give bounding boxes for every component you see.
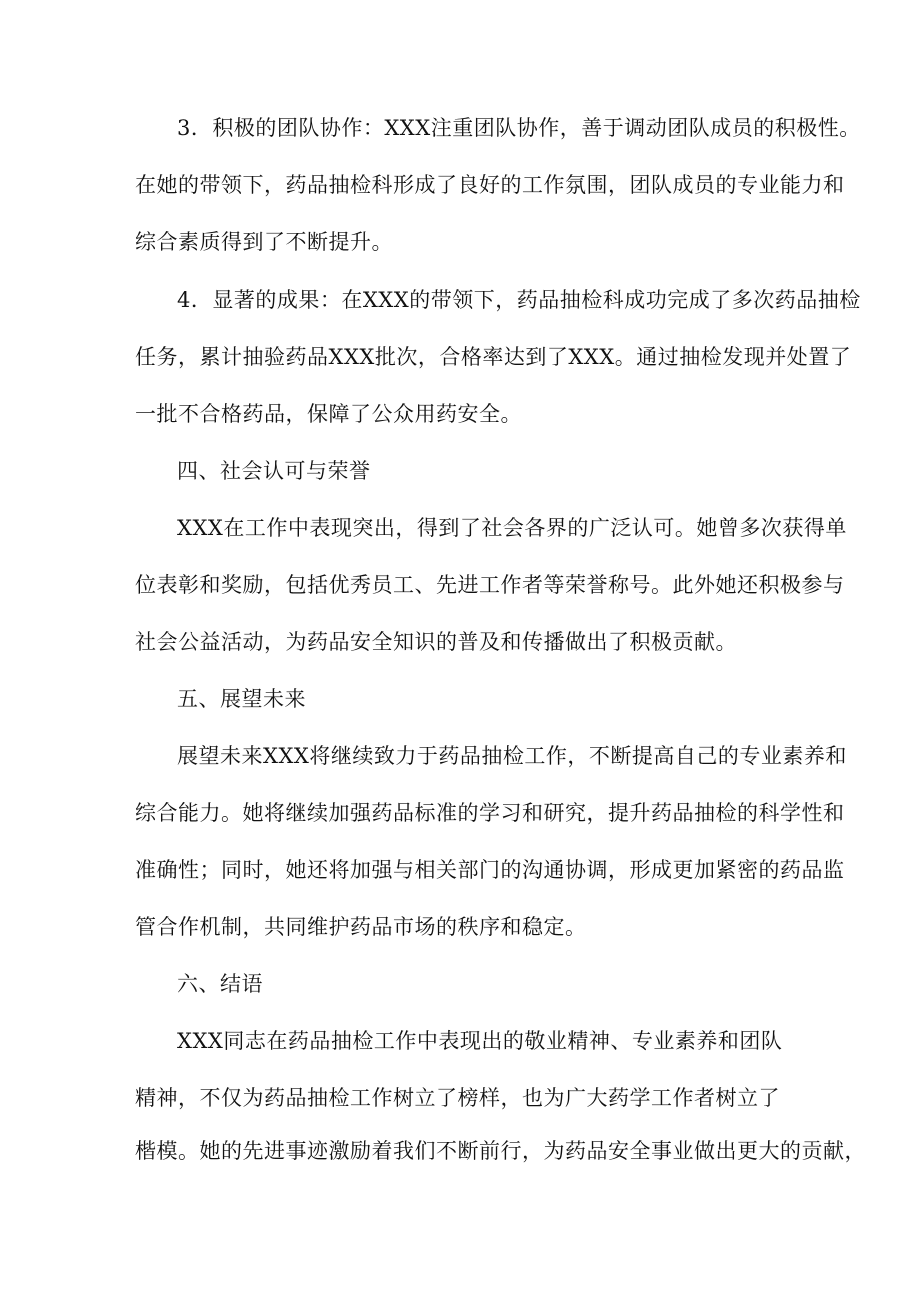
section4-line1: 4．显著的成果：在XXX的带领下，药品抽检科成功完成了多次药品抽检: [177, 288, 861, 312]
conclusion-line1: XXX同志在药品抽检工作中表现出的敬业精神、专业素养和团队: [177, 1029, 783, 1053]
future-line4: 管合作机制，共同维护药品市场的秩序和稳定。: [135, 915, 587, 939]
future-line2: 综合能力。她将继续加强药品标准的学习和研究，提升药品抽检的科学性和: [135, 801, 845, 825]
heading-future: 五、展望未来: [177, 687, 306, 711]
conclusion-line3: 楷模。她的先进事迹激励着我们不断前行，为药品安全事业做出更大的贡献，: [135, 1139, 866, 1163]
heading-conclusion: 六、结语: [177, 972, 263, 996]
future-line1: 展望未来XXX将继续致力于药品抽检工作，不断提高自己的专业素养和: [177, 744, 847, 768]
recognition-line3: 社会公益活动，为药品安全知识的普及和传播做出了积极贡献。: [135, 630, 737, 654]
section4-line2: 任务，累计抽验药品XXX批次，合格率达到了XXX。通过抽检发现并处置了: [135, 345, 852, 369]
section3-line2: 在她的带领下，药品抽检科形成了良好的工作氛围，团队成员的专业能力和: [135, 173, 845, 197]
recognition-line1: XXX在工作中表现突出，得到了社会各界的广泛认可。她曾多次获得单: [177, 516, 847, 540]
conclusion-line2: 精神，不仅为药品抽检工作树立了榜样，也为广大药学工作者树立了: [135, 1086, 780, 1110]
heading-recognition: 四、社会认可与荣誉: [177, 459, 371, 483]
future-line3: 准确性；同时，她还将加强与相关部门的沟通协调，形成更加紧密的药品监: [135, 858, 845, 882]
section3-line1: 3．积极的团队协作：XXX注重团队协作，善于调动团队成员的积极性。: [177, 116, 861, 140]
section3-line3: 综合素质得到了不断提升。: [135, 230, 393, 254]
section4-line3: 一批不合格药品，保障了公众用药安全。: [135, 402, 522, 426]
recognition-line2: 位表彰和奖励，包括优秀员工、先进工作者等荣誉称号。此外她还积极参与: [135, 573, 845, 597]
